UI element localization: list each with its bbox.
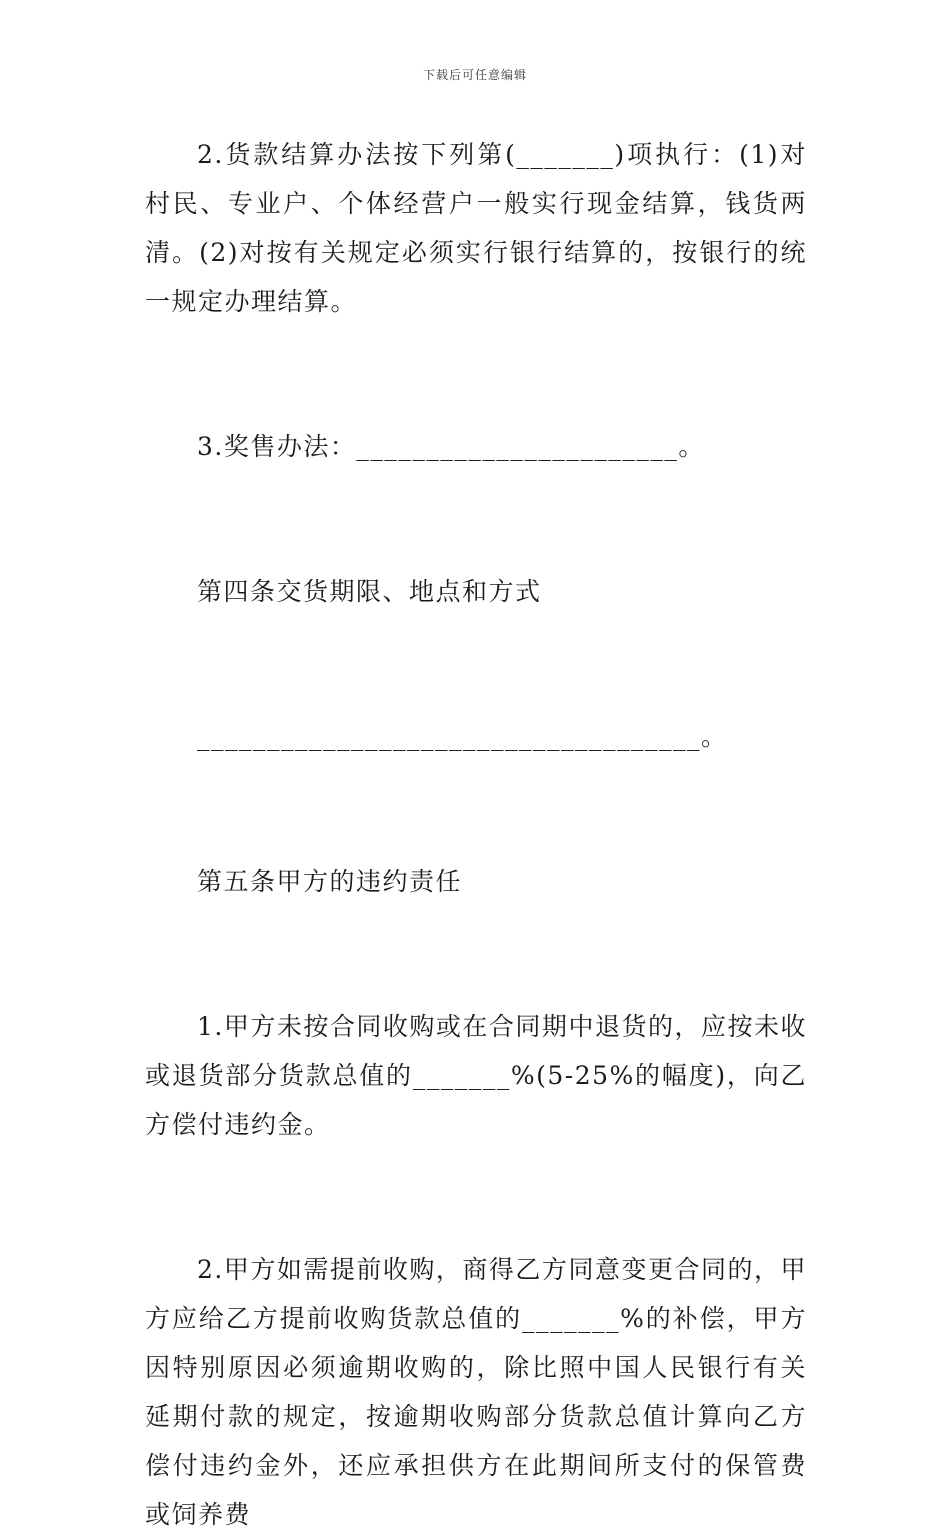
paragraph-reward-method: 3.奖售办法：_______________________。 xyxy=(197,432,705,461)
paragraph-breach-2: 2.甲方如需提前收购，商得乙方同意变更合同的，甲方应给乙方提前收购货款总值的_______%的补偿，甲方因特别原因必须逾期收购的，除比照中国人民银行有关延期付款的规定，按逾期收购部分货款总值计算向乙方偿付违约金外，还应承担供方在此期间所支付的保管费或饲养费 xyxy=(145,1255,807,1529)
paragraph-article-4-blank: ____________________________________。 xyxy=(197,722,728,751)
article-5-heading: 第五条甲方的违约责任 xyxy=(197,867,463,896)
paragraph-payment-settlement: 2.货款结算办法按下列第(_______)项执行：(1)对村民、专业户、个体经营户一般实行现金结算，钱货两清。(2)对按有关规定必须实行银行结算的，按银行的统一规定办理结算。 xyxy=(145,140,807,316)
paragraph-breach-1: 1.甲方未按合同收购或在合同期中退货的，应按未收或退货部分货款总值的_______%(5-25%的幅度)，向乙方偿付违约金。 xyxy=(145,1012,807,1139)
article-4-heading: 第四条交货期限、地点和方式 xyxy=(197,577,542,606)
page-header: 下载后可任意编辑 xyxy=(422,68,527,82)
document-body xyxy=(145,130,807,1539)
